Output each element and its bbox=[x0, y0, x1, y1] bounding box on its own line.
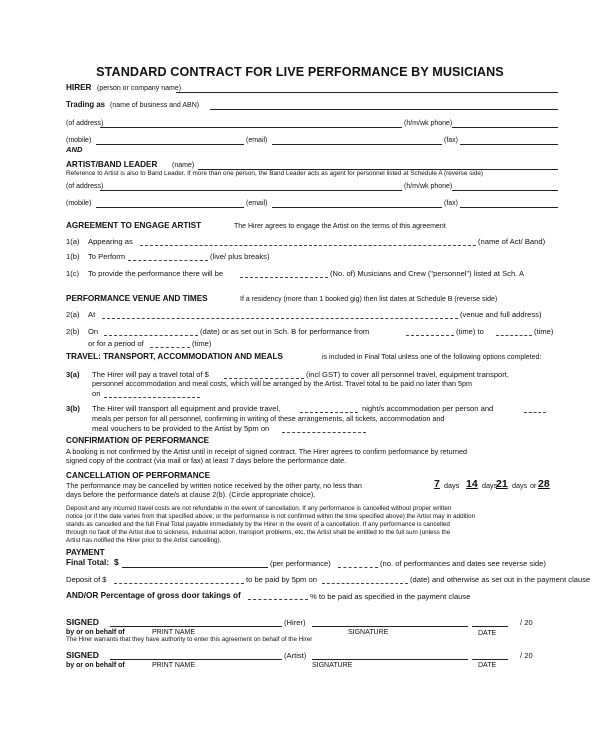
artist-address-label: (of address) bbox=[66, 183, 104, 190]
artist-role: (Artist) bbox=[284, 651, 307, 660]
per-performance-label: (per performance) bbox=[270, 559, 331, 568]
artist-sub: (name) bbox=[172, 162, 195, 169]
clause-1a-end: (name of Act/ Band) bbox=[478, 237, 546, 246]
clause-3b-line1a: The Hirer will transport all equipment and provide travel, bbox=[92, 404, 281, 413]
cancel-option-7[interactable]: 7 bbox=[434, 478, 440, 490]
venue-intro: If a residency (more than 1 booked gig) then list dates at Schedule B (reverse side) bbox=[240, 296, 498, 303]
clause-3a-line1b: (incl GST) to cover all personnel travel, equipment transport, bbox=[306, 370, 510, 379]
deposit-mid: to be paid by 5pm on bbox=[246, 575, 317, 584]
artist-print-name-caption: PRINT NAME bbox=[152, 662, 196, 669]
cancellation-heading: CANCELLATION OF PERFORMANCE bbox=[66, 471, 211, 480]
cancellation-para-3: stands as cancelled and the full Final Total payable immediately by the Hirer in the event of a cancellation. If any performance is cancelled bbox=[66, 521, 450, 528]
clause-3a-line3: on bbox=[92, 389, 101, 398]
hirer-date-line[interactable] bbox=[472, 626, 508, 627]
travel-heading: TRAVEL: TRANSPORT, ACCOMMODATION AND MEALS bbox=[66, 352, 283, 361]
hirer-warranty: The Hirer warrants that they have authority to enter this agreement on behalf of the Hirer bbox=[66, 636, 313, 643]
gross-takings-end: % to be paid as specified in the payment clause bbox=[310, 592, 471, 601]
payment-heading: PAYMENT bbox=[66, 548, 105, 557]
clause-3a-num: 3(a) bbox=[66, 370, 80, 379]
artist-mobile-label: (mobile) bbox=[66, 200, 92, 207]
hirer-signature-line[interactable] bbox=[312, 626, 468, 627]
clause-2b-mid: (date) or as set out in Sch. B for performance from bbox=[200, 327, 370, 336]
artist-signature-line[interactable] bbox=[312, 659, 468, 660]
agreement-intro: The Hirer agrees to engage the Artist on the terms of this agreement bbox=[234, 223, 446, 230]
clause-3b-line1b: night/s accommodation per person and bbox=[362, 404, 494, 413]
gross-takings-label: AND/OR Percentage of gross door takings of bbox=[66, 591, 241, 600]
signed-artist-label: SIGNED bbox=[66, 650, 99, 660]
cancel-option-28[interactable]: 28 bbox=[538, 478, 550, 490]
artist-address-line[interactable] bbox=[100, 190, 402, 191]
deposit-date-line[interactable] bbox=[322, 583, 408, 584]
artist-phone-label: (h/m/wk phone) bbox=[404, 183, 453, 190]
clause-1b-mid: (live/ plus breaks) bbox=[210, 252, 270, 261]
cancellation-para-1: Deposit and any incurred travel costs are not refundable in the event of cancellation. If any performance is cancelled without proper written bbox=[66, 505, 452, 512]
artist-date-caption: DATE bbox=[478, 662, 497, 669]
cancel-option-14[interactable]: 14 bbox=[466, 478, 478, 490]
document-title: STANDARD CONTRACT FOR LIVE PERFORMANCE BY MUSICIANS bbox=[96, 65, 504, 79]
trading-label: Trading as bbox=[66, 100, 105, 109]
hirer-phone-line[interactable] bbox=[452, 127, 558, 128]
clause-1b-num: 1(b) bbox=[66, 252, 80, 261]
cancel-days-1: days bbox=[444, 481, 460, 490]
agreement-heading: AGREEMENT TO ENGAGE ARTIST bbox=[66, 221, 202, 230]
vouchers-date-line[interactable] bbox=[282, 432, 366, 433]
per-person-line[interactable] bbox=[524, 412, 546, 413]
and-label: AND bbox=[66, 145, 83, 154]
venue-address-line[interactable] bbox=[102, 318, 458, 319]
cancellation-para-4: through no fault of the Artist due to sickness, industrial action, transport problems, etc, the Artist shall be entitled to the full sum (unless the bbox=[66, 529, 451, 536]
act-name-line[interactable] bbox=[140, 245, 476, 246]
artist-date-line[interactable] bbox=[472, 659, 508, 660]
hirer-print-name-line[interactable] bbox=[110, 626, 282, 627]
clause-1c-text: To provide the performance there will be bbox=[88, 269, 224, 278]
hirer-phone-label: (h/m/wk phone) bbox=[404, 120, 453, 127]
clause-3b-line3: meal vouchers to be provided to the Artist by 5pm on bbox=[92, 424, 270, 433]
deposit-label: Deposit of $ bbox=[66, 575, 107, 584]
end-time-line[interactable] bbox=[496, 335, 532, 336]
artist-note: Reference to Artist is also to Band Leader. If more than one person, the Band Leader acts as agent for personnel listed at Schedule A (reverse side) bbox=[66, 170, 484, 177]
cancellation-line2: days before the performance date/s at clause 2(b). (Circle appropriate choice). bbox=[66, 490, 316, 499]
cancel-or: or bbox=[530, 481, 537, 490]
hirer-email-line[interactable] bbox=[272, 144, 442, 145]
hirer-address-line[interactable] bbox=[100, 127, 402, 128]
clause-3a-line2: personnel accommodation and meal costs, which will be arranged by the Artist. Travel total to be paid no later than 5pm bbox=[92, 379, 472, 388]
clause-1a-text: Appearing as bbox=[88, 237, 133, 246]
deposit-amount-line[interactable] bbox=[114, 583, 244, 584]
clause-2a-text: At bbox=[88, 310, 96, 319]
travel-intro: is included in Final Total unless one of the following options completed: bbox=[322, 354, 542, 361]
artist-mobile-line[interactable] bbox=[96, 207, 244, 208]
period-line[interactable] bbox=[150, 347, 190, 348]
trading-sub: (name of business and ABN) bbox=[110, 102, 200, 109]
confirmation-heading: CONFIRMATION OF PERFORMANCE bbox=[66, 436, 210, 445]
cancel-days-3: days bbox=[512, 481, 528, 490]
artist-signature-caption: SIGNATURE bbox=[312, 662, 353, 669]
artist-year: / 20 bbox=[520, 651, 533, 660]
hirer-mobile-label: (mobile) bbox=[66, 137, 92, 144]
clause-1c-num: 1(c) bbox=[66, 269, 80, 278]
hirer-behalf: by or on behalf of bbox=[66, 629, 125, 636]
clause-2b-on: On bbox=[88, 327, 99, 336]
cancellation-para-5: Artist has notified the Hirer prior to the Artist cancelling). bbox=[66, 537, 222, 544]
clause-3a-line1a: The Hirer will pay a travel total of $ bbox=[92, 370, 209, 379]
performance-date-line[interactable] bbox=[104, 335, 198, 336]
final-total-line[interactable] bbox=[122, 567, 268, 568]
hirer-mobile-line[interactable] bbox=[96, 144, 244, 145]
clause-1a-num: 1(a) bbox=[66, 237, 80, 246]
hirer-print-name-caption: PRINT NAME bbox=[152, 629, 196, 636]
final-total-label: Final Total: bbox=[66, 558, 110, 567]
clause-2b-period: or for a period of bbox=[88, 339, 144, 348]
final-total-dollar: $ bbox=[114, 557, 119, 567]
no-performances-label: (no. of performances and dates see reverse side) bbox=[380, 559, 546, 568]
hirer-address-label: (of address) bbox=[66, 120, 104, 127]
cancel-option-21[interactable]: 21 bbox=[496, 478, 508, 490]
travel-pay-date-line[interactable] bbox=[104, 397, 200, 398]
clause-3b-line2: meals per person for all personnel, confirming in writing of these arrangements, all tickets, accommodation and bbox=[92, 414, 445, 423]
musicians-count-line[interactable] bbox=[240, 277, 328, 278]
clause-2a-num: 2(a) bbox=[66, 310, 80, 319]
trading-line[interactable] bbox=[210, 109, 558, 110]
deposit-end: (date) and otherwise as set out in the payment clause bbox=[410, 575, 591, 584]
hirer-signature-caption: SIGNATURE bbox=[348, 629, 389, 636]
clause-2b-time: (time) to bbox=[456, 327, 484, 336]
clause-2b-num: 2(b) bbox=[66, 327, 80, 336]
confirmation-line2: signed copy of the contract (via mail or fax) at least 7 days before the performance date. bbox=[66, 456, 347, 465]
artist-email-line[interactable] bbox=[272, 207, 442, 208]
clause-2a-end: (venue and full address) bbox=[460, 310, 542, 319]
hirer-fax-label: (fax) bbox=[444, 137, 458, 144]
artist-fax-line[interactable] bbox=[460, 207, 558, 208]
hirer-label: HIRER bbox=[66, 83, 92, 92]
hirer-role: (Hirer) bbox=[284, 618, 306, 627]
artist-print-name-line[interactable] bbox=[110, 659, 282, 660]
clause-2b-end: (time) bbox=[534, 327, 554, 336]
hirer-email-label: (email) bbox=[246, 137, 268, 144]
start-time-line[interactable] bbox=[406, 335, 454, 336]
hirer-year: / 20 bbox=[520, 618, 533, 627]
gross-percent-line[interactable] bbox=[248, 599, 308, 600]
hirer-date-caption: DATE bbox=[478, 630, 497, 637]
cancellation-para-2: notice (or if the date varies from that specified above; or the performance is not confirmed within the time specified above) the Artist may in addition bbox=[66, 513, 476, 520]
cancel-days-2: days bbox=[482, 481, 498, 490]
nights-line[interactable] bbox=[300, 412, 358, 413]
artist-label: ARTIST/BAND LEADER bbox=[66, 160, 158, 169]
artist-phone-line[interactable] bbox=[452, 190, 558, 191]
hirer-fax-line[interactable] bbox=[460, 144, 558, 145]
clause-3b-num: 3(b) bbox=[66, 404, 80, 413]
confirmation-line1: A booking is not confirmed by the Artist until in receipt of signed contract. The Hirer agrees to confirm performance by returned bbox=[66, 447, 467, 456]
artist-behalf: by or on behalf of bbox=[66, 662, 125, 669]
clause-1c-mid: (No. of) Musicians and Crew ("personnel") listed at Sch. A bbox=[330, 269, 525, 278]
signed-hirer-label: SIGNED bbox=[66, 617, 99, 627]
cancellation-line1: The performance may be cancelled by written notice received by the other party, no less than bbox=[66, 481, 362, 490]
artist-fax-label: (fax) bbox=[444, 200, 458, 207]
venue-heading: PERFORMANCE VENUE AND TIMES bbox=[66, 294, 208, 303]
no-performances-line[interactable] bbox=[338, 567, 378, 568]
hirer-name-line[interactable] bbox=[176, 92, 558, 93]
perform-duration-line[interactable] bbox=[128, 260, 208, 261]
artist-email-label: (email) bbox=[246, 200, 268, 207]
clause-2b-period-end: (time) bbox=[192, 339, 212, 348]
clause-1b-text: To Perform bbox=[88, 252, 126, 261]
hirer-sub: (person or company name) bbox=[97, 85, 182, 92]
